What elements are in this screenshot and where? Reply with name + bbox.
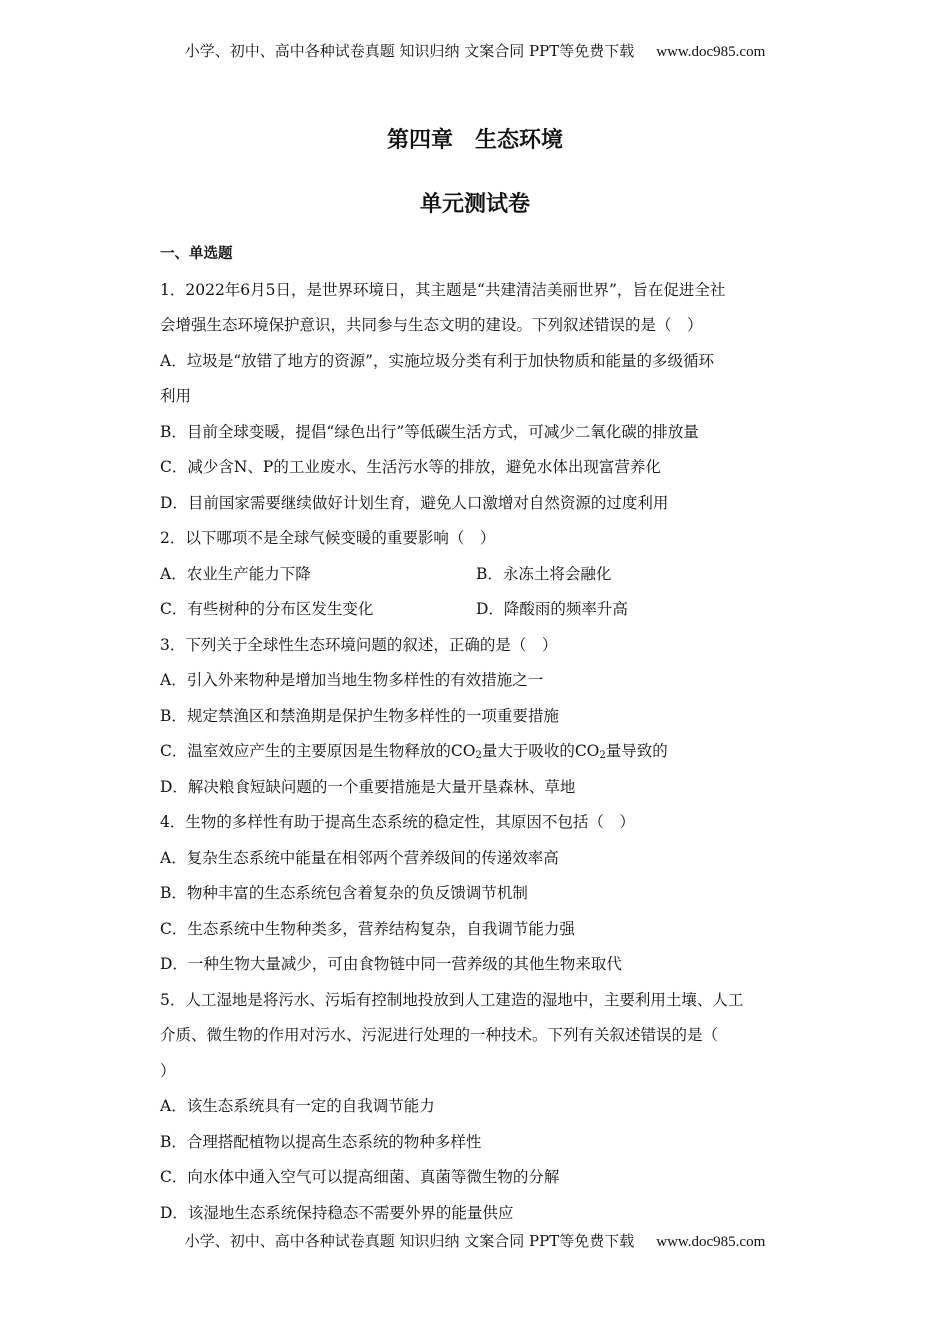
question-content [160, 237, 792, 1231]
q3-option-c-part2: 量大于吸收的CO [481, 742, 600, 760]
q5-option-d: D．该湿地生态系统保持稳态不需要外界的能量供应 [160, 1203, 514, 1222]
q5-stem-line2: 介质、微生物的作用对污水、污泥进行处理的一种技术。下列有关叙述错误的是（ [160, 1026, 719, 1044]
q1-option-a-line2: 利用 [160, 387, 192, 405]
q5-option-b: B．合理搭配植物以提高生态系统的物种多样性 [160, 1132, 482, 1151]
q1-option-c: C．减少含N、P的工业废水、生活污水等的排放，避免水体出现富营养化 [160, 458, 661, 476]
q4-option-a: A．复杂生态系统中能量在相邻两个营养级间的传递效率高 [160, 848, 559, 867]
header-banner [0, 41, 950, 62]
q3-stem: 3．下列关于全球性生态环境问题的叙述，正确的是（ ） [160, 635, 558, 654]
header-site-link[interactable]: www.doc985.com [656, 44, 766, 60]
q5-stem-line3: ） [160, 1061, 176, 1080]
q5-option-c: C．向水体中通入空气可以提高细菌、真菌等微生物的分解 [160, 1168, 560, 1186]
q3-option-d: D．解决粮食短缺问题的一个重要措施是大量开垦森林、草地 [160, 777, 576, 796]
q4-stem: 4．生物的多样性有助于提高生态系统的稳定性，其原因不包括（ ） [160, 813, 635, 831]
q2-options-row2 [160, 592, 792, 628]
co2-subscript: 2 [475, 750, 482, 761]
q2-option-b: B．永冻土将会融化 [476, 564, 612, 583]
q4-option-b: B．物种丰富的生态系统包含着复杂的负反馈调节机制 [160, 884, 528, 902]
q2-option-a: A．农业生产能力下降 [160, 564, 311, 583]
q3-option-b: B．规定禁渔区和禁渔期是保护生物多样性的一项重要措施 [160, 706, 559, 725]
test-title: 单元测试卷 [419, 192, 530, 217]
q2-stem: 2．以下哪项不是全球气候变暖的重要影响（ ） [160, 529, 496, 547]
header-banner-text: 小学、初中、高中各种试卷真题 知识归纳 文案合同 PPT等免费下载 [184, 42, 635, 60]
chapter-title: 第四章 生态环境 [386, 128, 563, 153]
q1-option-d: D．目前国家需要继续做好计划生育，避免人口激增对自然资源的过度利用 [160, 493, 669, 512]
q5-option-a: A．该生态系统具有一定的自我调节能力 [160, 1097, 435, 1115]
q3-option-c [160, 734, 792, 770]
section-heading: 一、单选题 [160, 246, 233, 262]
q2-option-c: C．有些树种的分布区发生变化 [160, 600, 374, 618]
q1-option-b: B．目前全球变暖，提倡“绿色出行”等低碳生活方式，可减少二氧化碳的排放量 [160, 422, 699, 441]
q1-stem-line2: 会增强生态环境保护意识，共同参与生态文明的建设。下列叙述错误的是（ ） [160, 316, 703, 334]
footer-banner [0, 1231, 950, 1252]
co2-subscript: 2 [599, 750, 606, 761]
q4-option-c: C．生态系统中生物种类多，营养结构复杂，自我调节能力强 [160, 919, 575, 938]
q3-option-a: A．引入外来物种是增加当地生物多样性的有效措施之一 [160, 671, 544, 689]
q4-option-d: D．一种生物大量减少，可由食物链中同一营养级的其他生物来取代 [160, 955, 622, 973]
q3-option-c-part1: C．温室效应产生的主要原因是生物释放的CO [160, 742, 476, 760]
q2-option-d: D．降酸雨的频率升高 [476, 600, 628, 618]
q2-options-row1 [160, 557, 792, 593]
footer-banner-text: 小学、初中、高中各种试卷真题 知识归纳 文案合同 PPT等免费下载 [184, 1232, 635, 1250]
q3-option-c-part3: 量导致的 [605, 742, 668, 760]
q1-option-a-line1: A．垃圾是“放错了地方的资源”，实施垃圾分类有利于加快物质和能量的多级循环 [160, 351, 715, 370]
q1-stem-line1: 1．2022年6月5日，是世界环境日，其主题是“共建清洁美丽世界”，旨在促进全社 [160, 280, 726, 299]
q5-stem-line1: 5．人工湿地是将污水、污垢有控制地投放到人工建造的湿地中，主要利用土壤、人工 [160, 990, 744, 1009]
footer-site-link[interactable]: www.doc985.com [656, 1234, 766, 1250]
